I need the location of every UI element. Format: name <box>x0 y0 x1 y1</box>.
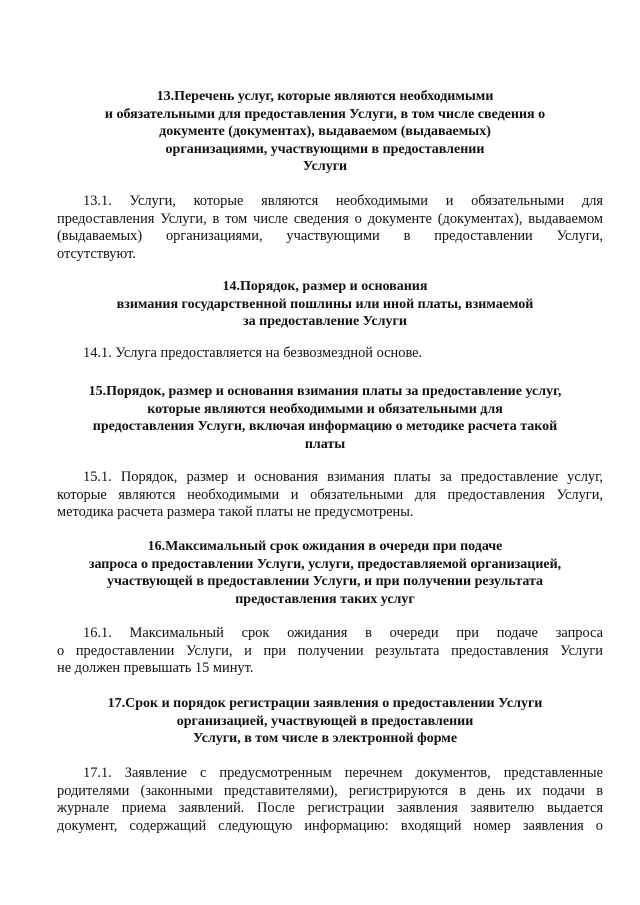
paragraph-line: которые являются необходимыми и обязательными для предоставления Услуги, <box>57 486 603 503</box>
section-15-heading <box>40 383 610 453</box>
heading-line: за предоставление Услуги <box>243 314 407 329</box>
heading-line: которые являются необходимыми и обязательными для <box>147 401 503 417</box>
paragraph-line: журнале приема заявлений. После регистрации заявления заявителю выдается <box>57 800 603 817</box>
heading-line: запроса о предоставлении Услуги, услуги, предоставляемой организацией, <box>88 556 562 572</box>
heading-line: и обязательными для предоставления Услуги, в том числе сведения о <box>104 106 546 122</box>
heading-line: организацией, участвующей в предоставлении <box>176 713 474 729</box>
heading-line: документе (документах), выдаваемом (выдаваемых) <box>159 124 491 139</box>
heading-line: Услуги <box>302 159 348 174</box>
heading-line: организациями, участвующими в предоставлении <box>165 141 485 157</box>
paragraph-line: 14.1. Услуга предоставляется на безвозмездной основе. <box>83 345 423 361</box>
heading-line: 13.Перечень услуг, которые являются необходимыми <box>156 89 494 104</box>
paragraph-line: о предоставлении Услуги, и при получении результата предоставления Услуги <box>57 642 603 659</box>
paragraph-line: документ, содержащий следующую информацию: входящий номер заявления о <box>57 817 603 834</box>
paragraph-line: 15.1. Порядок, размер и основания взимания платы за предоставление услуг, <box>83 469 603 485</box>
heading-line: предоставления таких услуг <box>235 591 415 607</box>
paragraph-line: 13.1. Услуги, которые являются необходимыми и обязательными для <box>83 193 603 209</box>
section-17-heading <box>40 695 610 748</box>
heading-line: 16.Максимальный срок ожидания в очереди при подаче <box>147 539 503 554</box>
heading-line: предоставления Услуги, включая информацию о методике расчета такой <box>92 419 558 434</box>
section-14-paragraph <box>57 345 603 363</box>
paragraph-line: 16.1. Максимальный срок ожидания в очереди при подаче запроса <box>83 625 603 641</box>
heading-line: 14.Порядок, размер и основания <box>222 279 428 294</box>
heading-line: 17.Срок и порядок регистрации заявления о предоставлении Услуги <box>107 696 543 711</box>
paragraph-line: не должен превышать 15 минут. <box>57 660 254 677</box>
paragraph-line: родителями (законными представителями), регистрируются в день их подачи в <box>57 782 603 799</box>
section-14-heading <box>40 278 610 331</box>
heading-line: участвующей в предоставлении Услуги, и при получении результата <box>106 574 544 589</box>
section-16-heading <box>40 538 610 608</box>
heading-line: 15.Порядок, размер и основания взимания платы за предоставление услуг, <box>88 384 562 399</box>
paragraph-line: методика расчета размера такой платы не предусмотрены. <box>57 504 414 521</box>
heading-line: взимания государственной пошлины или иной платы, взимаемой <box>116 296 534 312</box>
section-13-heading <box>40 88 610 176</box>
heading-line: платы <box>304 436 346 452</box>
paragraph-line: 17.1. Заявление с предусмотренным перечнем документов, представленные <box>83 765 603 781</box>
section-17-paragraph <box>57 765 603 835</box>
section-13-paragraph <box>57 193 603 263</box>
section-15-paragraph <box>57 469 603 522</box>
section-16-paragraph <box>57 625 603 678</box>
paragraph-line: отсутствуют. <box>57 245 136 262</box>
paragraph-line: предоставления Услуги, в том числе сведения о документе (документах), выдаваемом <box>57 210 603 227</box>
heading-line: Услуги, в том числе в электронной форме <box>192 731 458 746</box>
paragraph-line: (выдаваемых) организациями, участвующими в предоставлении Услуги, <box>57 228 603 245</box>
